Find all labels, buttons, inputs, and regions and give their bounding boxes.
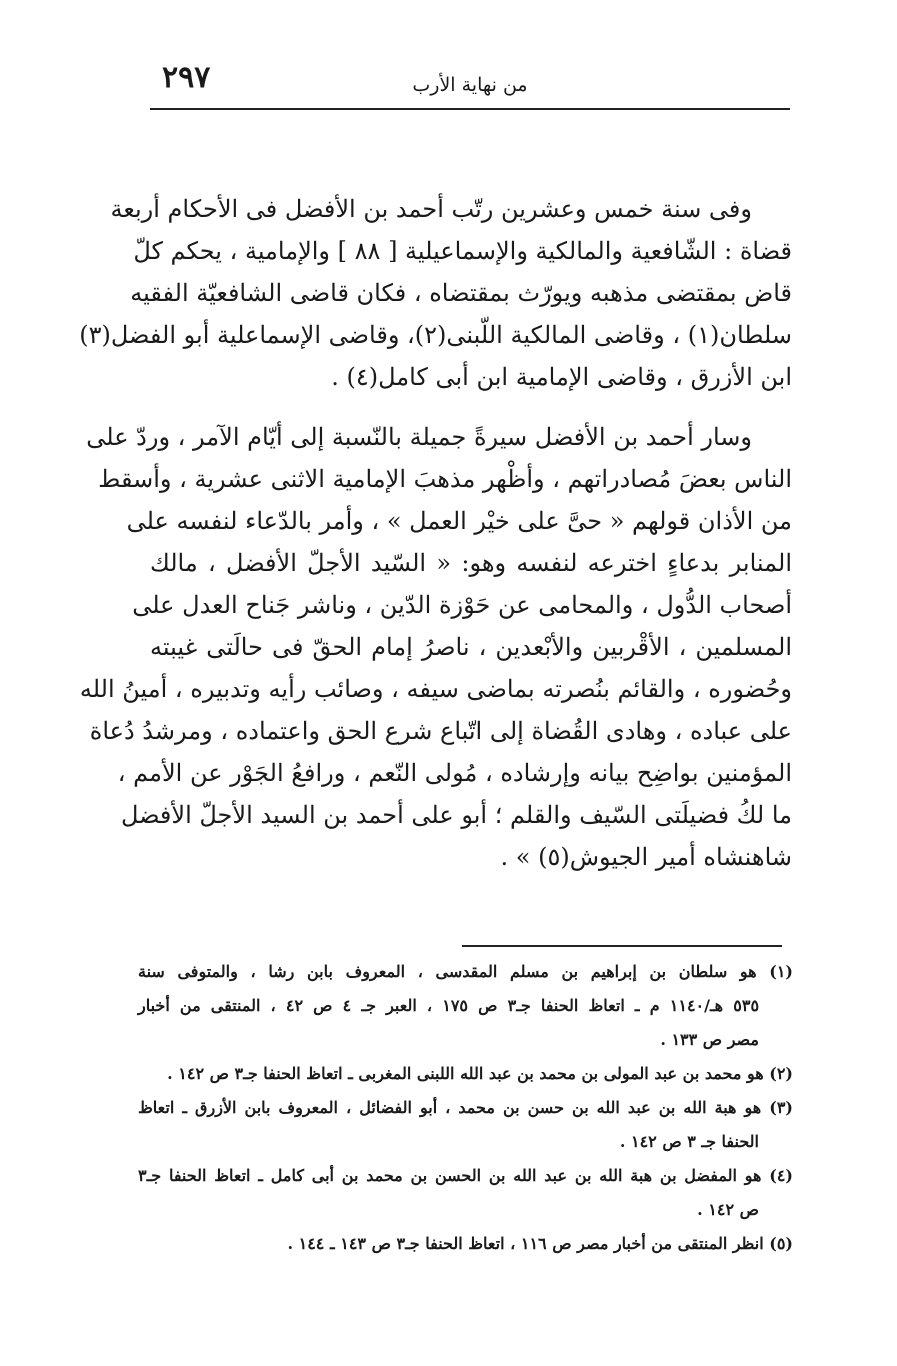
text-line: وسار أحمد بن الأفضل سيرةً جميلة بالنّسبة إلى أيّام الآمر ، وردّ على [86,423,752,451]
text-line: وحُضوره ، والقائم بنُصرته بماضى سيفه ، وصائب رأيه وتدبيره ، أمينُ الله [79,675,792,703]
main-text [79,188,792,878]
text-line: الناس بعضَ مُصادراتهم ، وأظْهر مذهبَ الإمامية الاثنى عشرية ، وأسقط [98,465,792,493]
footnote-line: الحنفا جـ ٣ ص ١٤٢ . [619,1132,759,1151]
footnote-line: (١) هو سلطان بن إبراهيم بن مسلم المقدسى ، المعروف بابن رشا ، والمتوفى سنة [138,962,793,981]
text-line: المسلمين ، الأقْربين والأبْعدين ، ناصرُ إمام الحقّ فى حالَتى غيبته [150,633,792,661]
text-line: سلطان(١) ، وقاضى المالكية اللّبنى(٢)، وقاضى الإسماعلية أبو الفضل(٣) [79,321,792,349]
text-line: من الأذان قولهم « حىَّ على خيْر العمل » ، وأمر بالدّعاء لنفسه على [126,507,792,535]
text-line: المنابر بدعاءٍ اخترعه لنفسه وهو: « السّيد الأجلّ الأفضل ، مالك [150,549,792,577]
text-line: المؤمنين بواضِح بيانه وإرشاده ، مُولى النّعم ، ورافعُ الجَوْر عن الأمم ، [117,759,792,787]
footnote-divider [462,945,782,947]
page-number: ٢٩٧ [162,60,211,95]
text-line: أصحاب الدُّول ، والمحامى عن حَوْزة الدّين ، وناشر جَناح العدل على [132,591,792,619]
footnote-line: (٣) هو هبة الله بن عبد الله بن حسن بن محمد ، أبو الفضائل ، المعروف بابن الأزرق ـ اتعاظ [138,1098,793,1117]
footnote-line: (٢) هو محمد بن عبد المولى بن محمد بن عبد الله اللبنى المغربى ـ اتعاظ الحنفا جـ٣ ص ١٤٢ . [167,1064,793,1083]
running-title: من نهاية الأرب [412,74,528,96]
footnotes [138,955,793,1261]
text-line: قضاة : الشّافعية والمالكية والإسماعيلية [ ٨٨ ] والإمامية ، يحكم كلّ [133,237,792,265]
text-line: ما لكُ فضيلَتى السّيف والقلم ؛ أبو على أحمد بن السيد الأجلّ الأفضل [120,801,792,829]
text-line: شاهنشاه أمير الجيوش(٥) » . [500,843,792,871]
footnote-line: ٥٣٥ هـ/١١٤٠ م ـ اتعاظ الحنفا جـ٣ ص ١٧٥ ، العبر جـ ٤ ص ٤٢ ، المنتقى من أخبار [138,996,760,1015]
text-line: على عباده ، وهادى القُضاة إلى اتّباع شرع الحق واعتماده ، ومرشدُ دُعاة [89,717,792,745]
footnote-line: (٥) انظر المنتقى من أخبار مصر ص ١١٦ ، اتعاظ الحنفا جـ٣ ص ١٤٣ ـ ١٤٤ . [287,1234,793,1253]
paragraph-gap [150,398,792,416]
text-line: وفى سنة خمس وعشرين رتّب أحمد بن الأفضل فى الأحكام أربعة [110,195,752,223]
footnote-line: مصر ص ١٣٣ . [660,1030,759,1049]
text-line: ابن الأزرق ، وقاضى الإمامية ابن أبى كامل(٤) . [331,363,792,391]
text-line: قاض بمقتضى مذهبه ويورّث بمقتضاه ، فكان قاضى الشافعيّة الفقيه [130,279,792,307]
footnote-line: (٤) هو المفضل بن هبة الله بن عبد الله بن الحسن بن محمد بن أبى كامل ـ اتعاظ الحنفا جـ٣ [138,1166,793,1185]
page-header [150,58,790,110]
footnote-line: ص ١٤٢ . [697,1200,759,1219]
